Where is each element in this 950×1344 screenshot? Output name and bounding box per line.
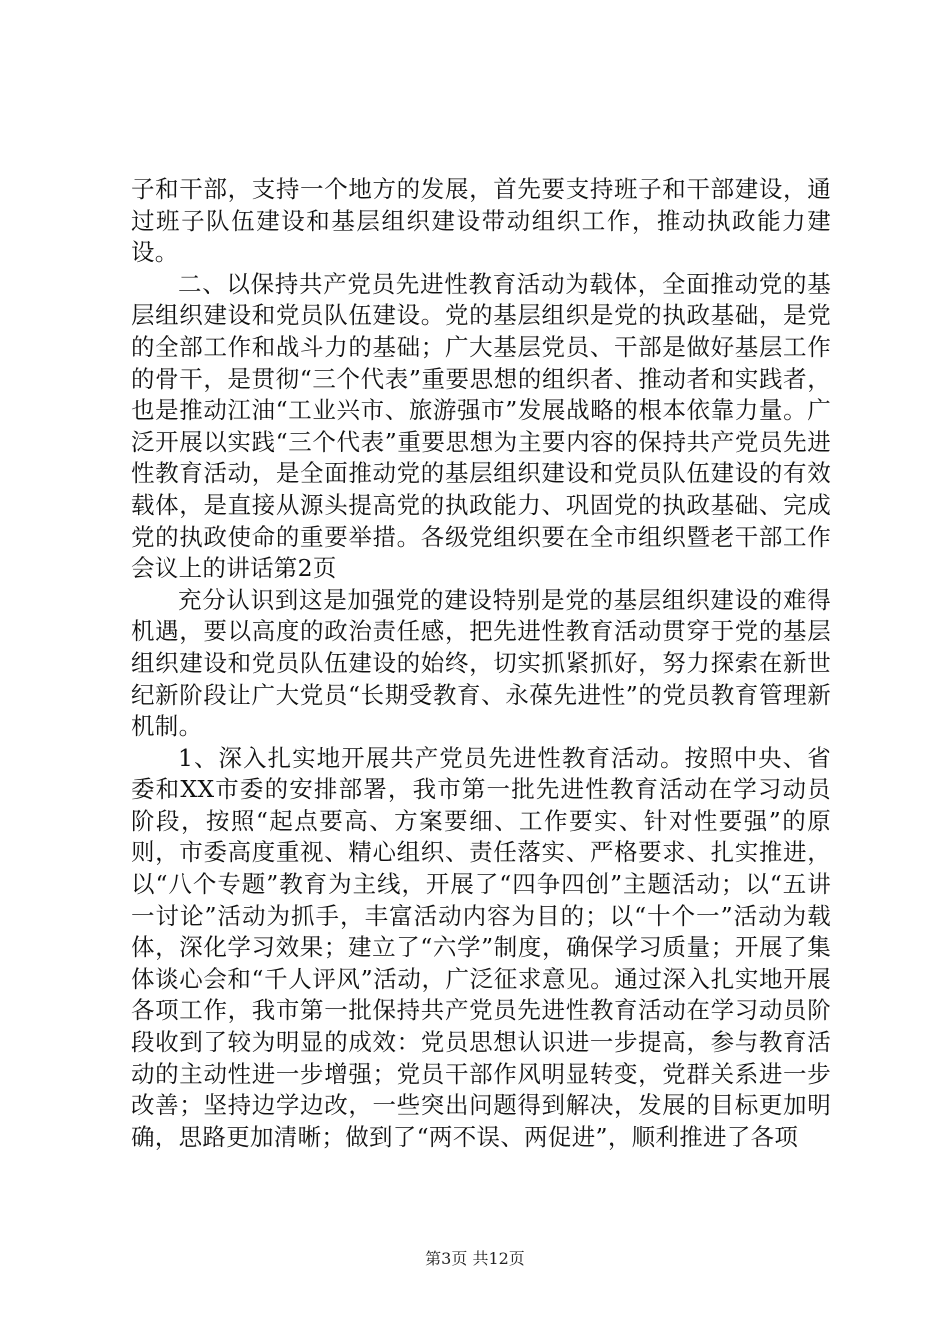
document-body: [131, 174, 831, 1153]
paragraph-3: 充分认识到这是加强党的建设特别是党的基层组织建设的难得机遇，要以高度的政治责任感，把先进性教育活动贯穿于党的基层组织建设和党员队伍建设的始终，切实抓紧抓好，努力探索在新世纪新阶段让广大党员“长期受教育、永葆先进性”的党员教育管理新机制。: [131, 585, 831, 741]
paragraph-2: 二、以保持共产党员先进性教育活动为载体，全面推动党的基层组织建设和党员队伍建设。党的基层组织是党的执政基础，是党的全部工作和战斗力的基础；广大基层党员、干部是做好基层工作的骨干，是贯彻“三个代表”重要思想的组织者、推动者和实践者，也是推动江油“工业兴市、旅游强市”发展战略的根本依靠力量。广泛开展以实践“三个代表”重要思想为主要内容的保持共产党员先进性教育活动，是全面推动党的基层组织建设和党员队伍建设的有效载体，是直接从源头提高党的执政能力、巩固党的执政基础、完成党的执政使命的重要举措。各级党组织要在全市组织暨老干部工作会议上的讲话第2页: [131, 269, 831, 583]
paragraph-1: 子和干部，支持一个地方的发展，首先要支持班子和干部建设，通过班子队伍建设和基层组织建设带动组织工作，推动执政能力建设。: [131, 175, 831, 267]
page-footer: [0, 1246, 950, 1269]
paragraph-4: 1、深入扎实地开展共产党员先进性教育活动。按照中央、省委和XX市委的安排部署，我市第一批先进性教育活动在学习动员阶段，按照“起点要高、方案要细、工作要实、针对性要强”的原则，市委高度重视、精心组织、责任落实、严格要求、扎实推进，以“八个专题”教育为主线，开展了“四争四创”主题活动；以“五讲一讨论”活动为抓手，丰富活动内容为目的；以“十个一”活动为载体，深化学习效果；建立了“六学”制度，确保学习质量；开展了集体谈心会和“千人评风”活动，广泛征求意见。通过深入扎实地开展各项工作，我市第一批保持共产党员先进性教育活动在学习动员阶段收到了较为明显的成效：党员思想认识进一步提高，参与教育活动的主动性进一步增强；党员干部作风明显转变，党群关系进一步改善；坚持边学边改，一些突出问题得到解决，发展的目标更加明确，思路更加清晰；做到了“两不误、两促进”，顺利推进了各项: [131, 743, 831, 1151]
page-number-label: 第3页 共12页: [425, 1249, 525, 1268]
